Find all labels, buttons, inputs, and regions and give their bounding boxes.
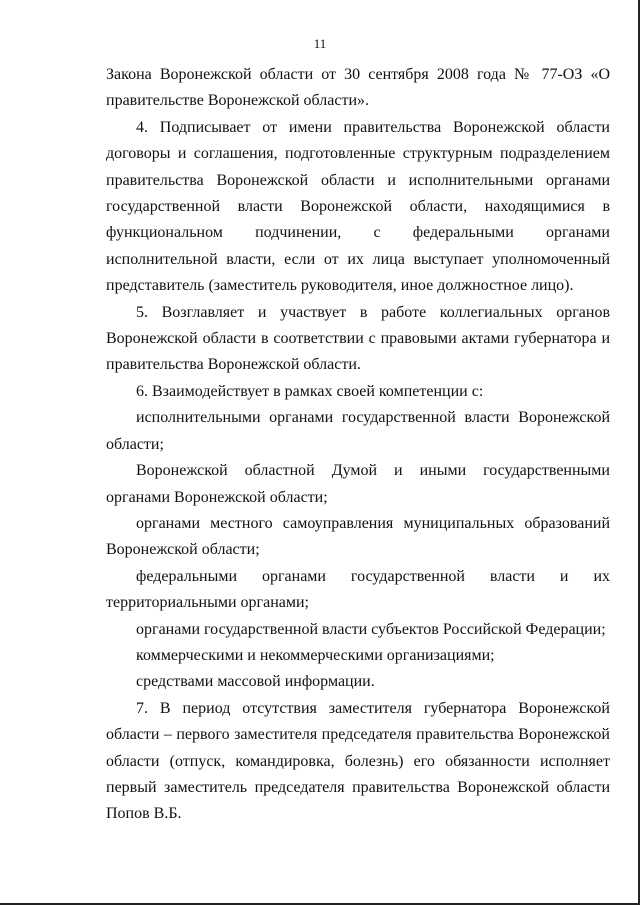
page-number: 11 xyxy=(313,36,327,51)
list-item: органами государственной власти субъектов Российской Федерации; xyxy=(136,620,606,638)
list-item: коммерческими и некоммерческими организациями; xyxy=(136,646,495,664)
paragraph-item-6: 6. Взаимодействует в рамках своей компетенции с: xyxy=(136,382,484,400)
paragraph-item-5: 5. Возглавляет и участвует в работе коллегиальных органов Воронежской области в соответствии с правовыми актами губернатора и правительства Воронежской области. xyxy=(106,303,610,374)
paragraph-item-4: 4. Подписывает от имени правительства Воронежской области договоры и соглашения, подготовленные структурным подразделением правительства Воронежской области и исполнительными органами государственной власти Воронежской области, находящимися в функциональном подчинении, с федеральными органами исполнительной власти, если от их лица выступает уполномоченный представитель (заместитель руководителя, иное должностное лицо). xyxy=(106,118,610,295)
list-item: органами местного самоуправления муниципальных образований Воронежской области; xyxy=(106,514,610,559)
document-body xyxy=(106,62,610,828)
paragraph-continuation: Закона Воронежской области от 30 сентября 2008 года № 77-ОЗ «О правительстве Воронежской области». xyxy=(106,66,610,110)
list-item: федеральными органами государственной власти и их территориальными органами; xyxy=(106,567,610,612)
list-item: средствами массовой информации. xyxy=(136,673,375,691)
paragraph-item-7: 7. В период отсутствия заместителя губернатора Воронежской области – первого заместителя председателя правительства Воронежской области (отпуск, командировка, болезнь) его обязанности исполняет первый заместитель председателя правительства Воронежской области Попов В.Б. xyxy=(106,699,610,823)
list-item: Воронежской областной Думой и иными государственными органами Воронежской области; xyxy=(106,462,610,506)
list-item: исполнительными органами государственной власти Воронежской области; xyxy=(106,409,610,453)
